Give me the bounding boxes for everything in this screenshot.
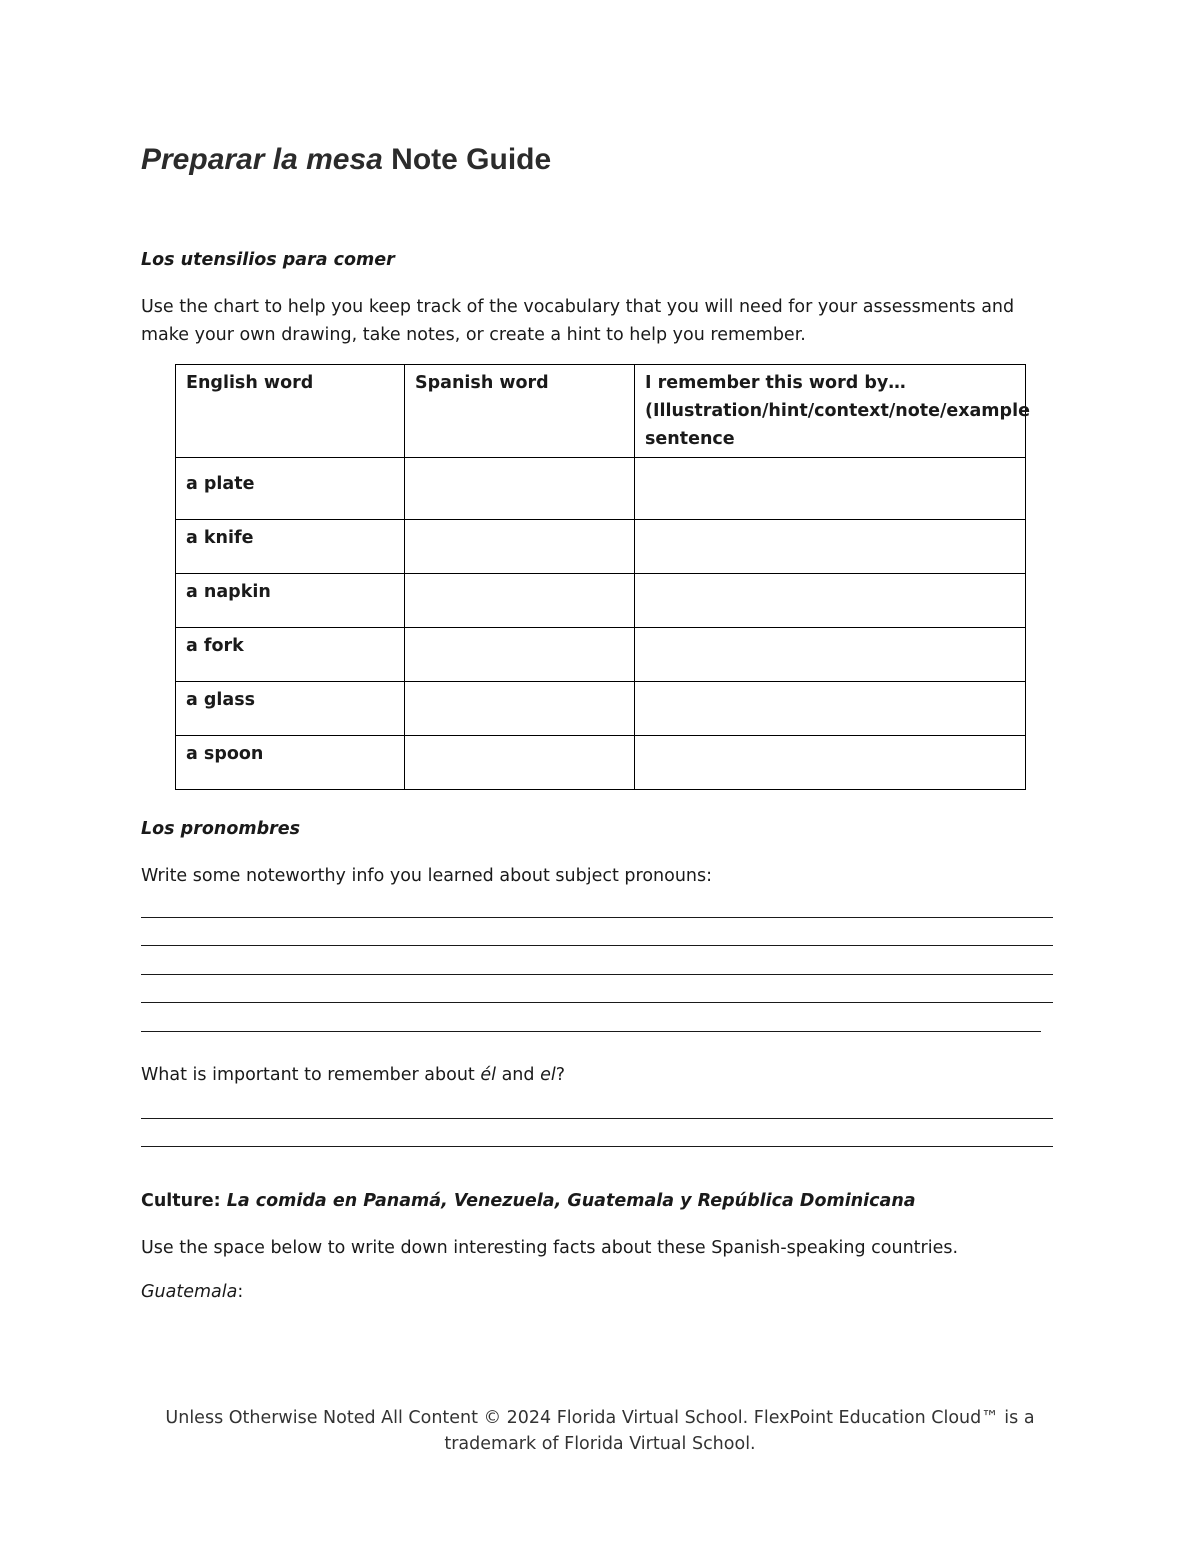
remember-cell[interactable] — [635, 574, 1026, 628]
spanish-word-cell[interactable] — [405, 628, 635, 682]
table-row — [176, 574, 1026, 628]
el-prompt-before: What is important to remember about — [141, 1065, 481, 1085]
spanish-word-cell[interactable] — [405, 574, 635, 628]
country-colon: : — [237, 1282, 244, 1302]
el-prompt-and: and — [496, 1065, 541, 1085]
vocabulary-table — [175, 364, 1030, 790]
section-heading-utensils: Los utensilios para comer — [141, 250, 395, 270]
header-english-word: English word — [176, 365, 405, 458]
spanish-word-cell[interactable] — [405, 458, 635, 520]
answer-line[interactable] — [141, 975, 1053, 1004]
answer-line[interactable] — [141, 1003, 1041, 1032]
remember-cell[interactable] — [635, 520, 1026, 574]
header-spanish-word: Spanish word — [405, 365, 635, 458]
culture-instructions: Use the space below to write down interesting facts about these Spanish-speaking countries. — [141, 1238, 959, 1258]
el-prompt-word-accent: él — [480, 1065, 497, 1085]
answer-line[interactable] — [141, 1090, 1053, 1119]
chart-instructions: Use the chart to help you keep track of the vocabulary that you will need for your assessments and make your own drawing, take notes, or create a hint to help you remember. — [141, 297, 1015, 345]
spanish-word-cell[interactable] — [405, 520, 635, 574]
answer-line[interactable] — [141, 946, 1053, 975]
el-prompt-after: ? — [555, 1065, 566, 1085]
pronouns-answer-lines[interactable] — [141, 889, 1053, 1032]
page-title — [141, 143, 551, 177]
table-row — [176, 520, 1026, 574]
english-word-cell: a fork — [176, 628, 405, 682]
table-row — [176, 458, 1026, 520]
remember-cell[interactable] — [635, 736, 1026, 790]
english-word-cell: a knife — [176, 520, 405, 574]
remember-cell[interactable] — [635, 628, 1026, 682]
answer-line[interactable] — [141, 918, 1053, 947]
el-prompt — [141, 1061, 565, 1089]
remember-cell[interactable] — [635, 458, 1026, 520]
table-header-row — [176, 365, 1026, 458]
table-row — [176, 736, 1026, 790]
spanish-word-cell[interactable] — [405, 682, 635, 736]
table-row — [176, 682, 1026, 736]
title-rest: Note Guide — [382, 143, 552, 176]
pronouns-prompt: Write some noteworthy info you learned about subject pronouns: — [141, 866, 713, 886]
english-word-cell: a spoon — [176, 736, 405, 790]
culture-title: La comida en Panamá, Venezuela, Guatemala y República Dominicana — [226, 1191, 916, 1211]
culture-label: Culture: — [141, 1191, 227, 1211]
country-name: Guatemala — [141, 1282, 238, 1302]
spanish-word-cell[interactable] — [405, 736, 635, 790]
answer-line[interactable] — [141, 1119, 1053, 1148]
el-prompt-word-article: el — [540, 1065, 556, 1085]
section-heading-culture — [141, 1191, 916, 1211]
english-word-cell: a glass — [176, 682, 405, 736]
remember-cell[interactable] — [635, 682, 1026, 736]
el-answer-lines[interactable] — [141, 1090, 1053, 1147]
title-italic: Preparar la mesa — [141, 143, 383, 176]
section-heading-pronouns: Los pronombres — [141, 819, 301, 839]
footer-copyright: Unless Otherwise Noted All Content © 2024 Florida Virtual School. FlexPoint Education Cloud™ is a trademark of Florida Virtual School. — [165, 1408, 1035, 1454]
english-word-cell: a plate — [176, 458, 405, 520]
table-row — [176, 628, 1026, 682]
english-word-cell: a napkin — [176, 574, 405, 628]
answer-line[interactable] — [141, 889, 1053, 918]
header-remember-by: I remember this word by… (Illustration/hint/context/note/example sentence — [635, 365, 1026, 458]
country-label — [141, 1278, 243, 1306]
